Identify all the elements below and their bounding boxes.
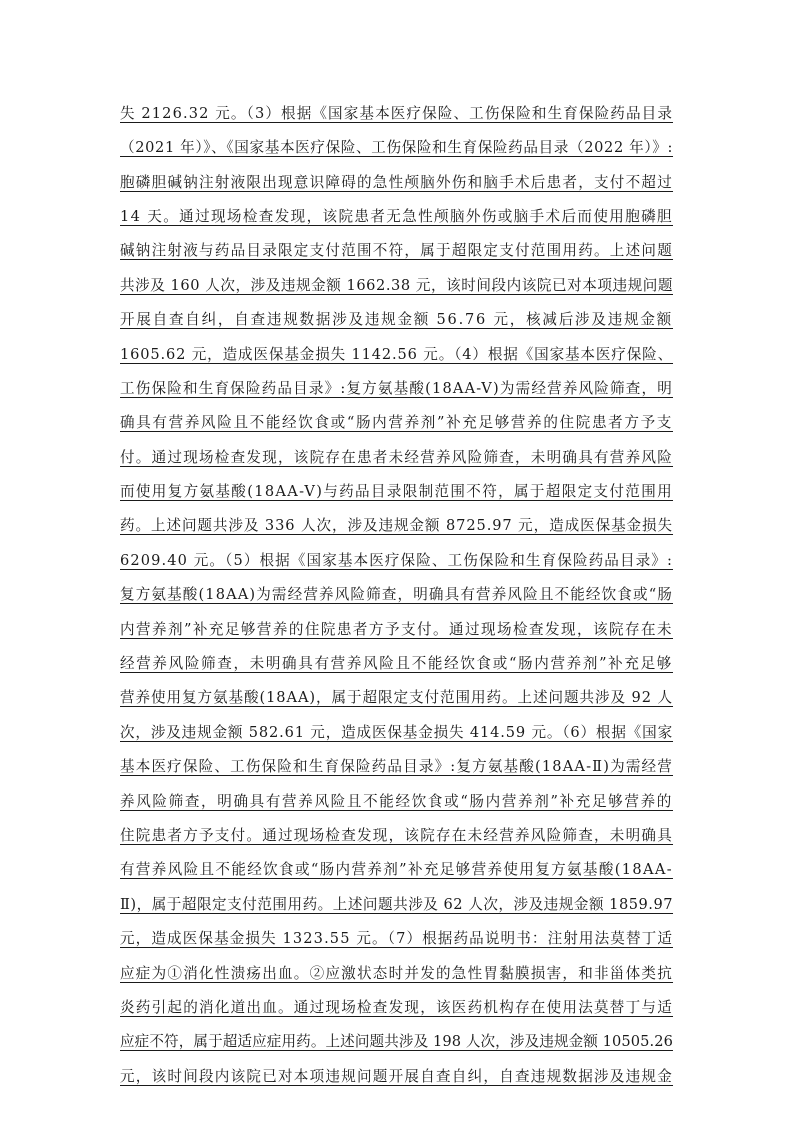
text-line: 确具有营养风险且不能经饮食或“肠内营养剂”补充足够营养的住院患者方予支 [120,414,673,432]
text-line: 共涉及 160 人次，涉及违规金额 1662.38 元，该时间段内该院已对本项违规问题 [120,276,673,294]
body-paragraph [120,94,673,1091]
text-line: 住院患者方予支付。通过现场检查发现，该院存在未经营养风险筛查，未明确具 [120,827,674,844]
text-line: Ⅱ)，属于超限定支付范围用药。上述问题共涉及 62 人次，涉及违规金额 1859.97 [120,895,674,913]
text-line: 元，造成医保基金损失 1323.55 元。（7）根据药品说明书：注射用法莫替丁适 [120,930,674,948]
text-line: （2021 年）》、《国家基本医疗保险、工伤保险和生育保险药品目录（2022 年）》: [120,139,674,157]
text-line: 养风险筛查，明确具有营养风险且不能经饮食或“肠内营养剂”补充足够营养的 [120,792,673,810]
text-line: 碱钠注射液与药品目录限定支付范围不符，属于超限定支付范围用药。上述问题 [120,242,674,260]
text-line: 1605.62 元，造成医保基金损失 1142.56 元。（4）根据《国家基本医疗保险、 [120,345,674,363]
text-line: 6209.40 元。（5）根据《国家基本医疗保险、工伤保险和生育保险药品目录》: [120,551,674,569]
text-line: 复方氨基酸(18AA)为需经营养风险筛查，明确具有营养风险且不能经饮食或“肠 [120,586,673,604]
text-line: 有营养风险且不能经饮食或“肠内营养剂”补充足够营养使用复方氨基酸(18AA- [120,861,673,879]
text-line: 营养使用复方氨基酸(18AA)，属于超限定支付范围用药。上述问题共涉及 92 人 [120,689,674,707]
text-line: 开展自查自纠，自查违规数据涉及违规金额 56.76 元，核减后涉及违规金额 [120,311,674,329]
text-line: 14 天。通过现场检查发现，该院患者无急性颅脑外伤或脑手术后而使用胞磷胆 [120,207,674,225]
text-line: 付。通过现场检查发现，该院存在患者未经营养风险筛查，未明确具有营养风险 [120,448,674,466]
text-line: 胞磷胆碱钠注射液限出现意识障碍的急性颅脑外伤和脑手术后患者，支付不超过 [120,173,674,191]
text-line: 炎药引起的消化道出血。通过现场检查发现，该医药机构存在使用法莫替丁与适 [120,998,674,1016]
text-line: 基本医疗保险、工伤保险和生育保险药品目录》:复方氨基酸(18AA-Ⅱ)为需经营 [120,758,674,776]
text-line: 内营养剂”补充足够营养的住院患者方予支付。通过现场检查发现，该院存在未 [120,620,673,638]
text-line: 次，涉及违规金额 582.61 元，造成医保基金损失 414.59 元。（6）根据《国家 [120,723,674,741]
text-line: 经营养风险筛查，未明确具有营养风险且不能经饮食或“肠内营养剂”补充足够 [120,655,673,673]
text-line: 元，该时间段内该院已对本项违规问题开展自查自纠，自查违规数据涉及违规金 [120,1067,674,1085]
text-line: 失 2126.32 元。（3）根据《国家基本医疗保险、工伤保险和生育保险药品目录 [120,104,674,122]
text-line: 工伤保险和生育保险药品目录》:复方氨基酸(18AA-V)为需经营养风险筛查，明 [120,379,673,397]
text-line: 应症不符，属于超适应症用药。上述问题共涉及 198 人次，涉及违规金额 10505.26 [120,1033,673,1051]
text-line: 而使用复方氨基酸(18AA-V)与药品目录限制范围不符，属于超限定支付范围用 [120,483,674,501]
text-line: 药。上述问题共涉及 336 人次，涉及违规金额 8725.97 元，造成医保基金损失 [120,517,674,535]
text-line: 应症为①消化性溃疡出血。②应激状态时并发的急性胃黏膜损害，和非甾体类抗 [120,964,674,982]
